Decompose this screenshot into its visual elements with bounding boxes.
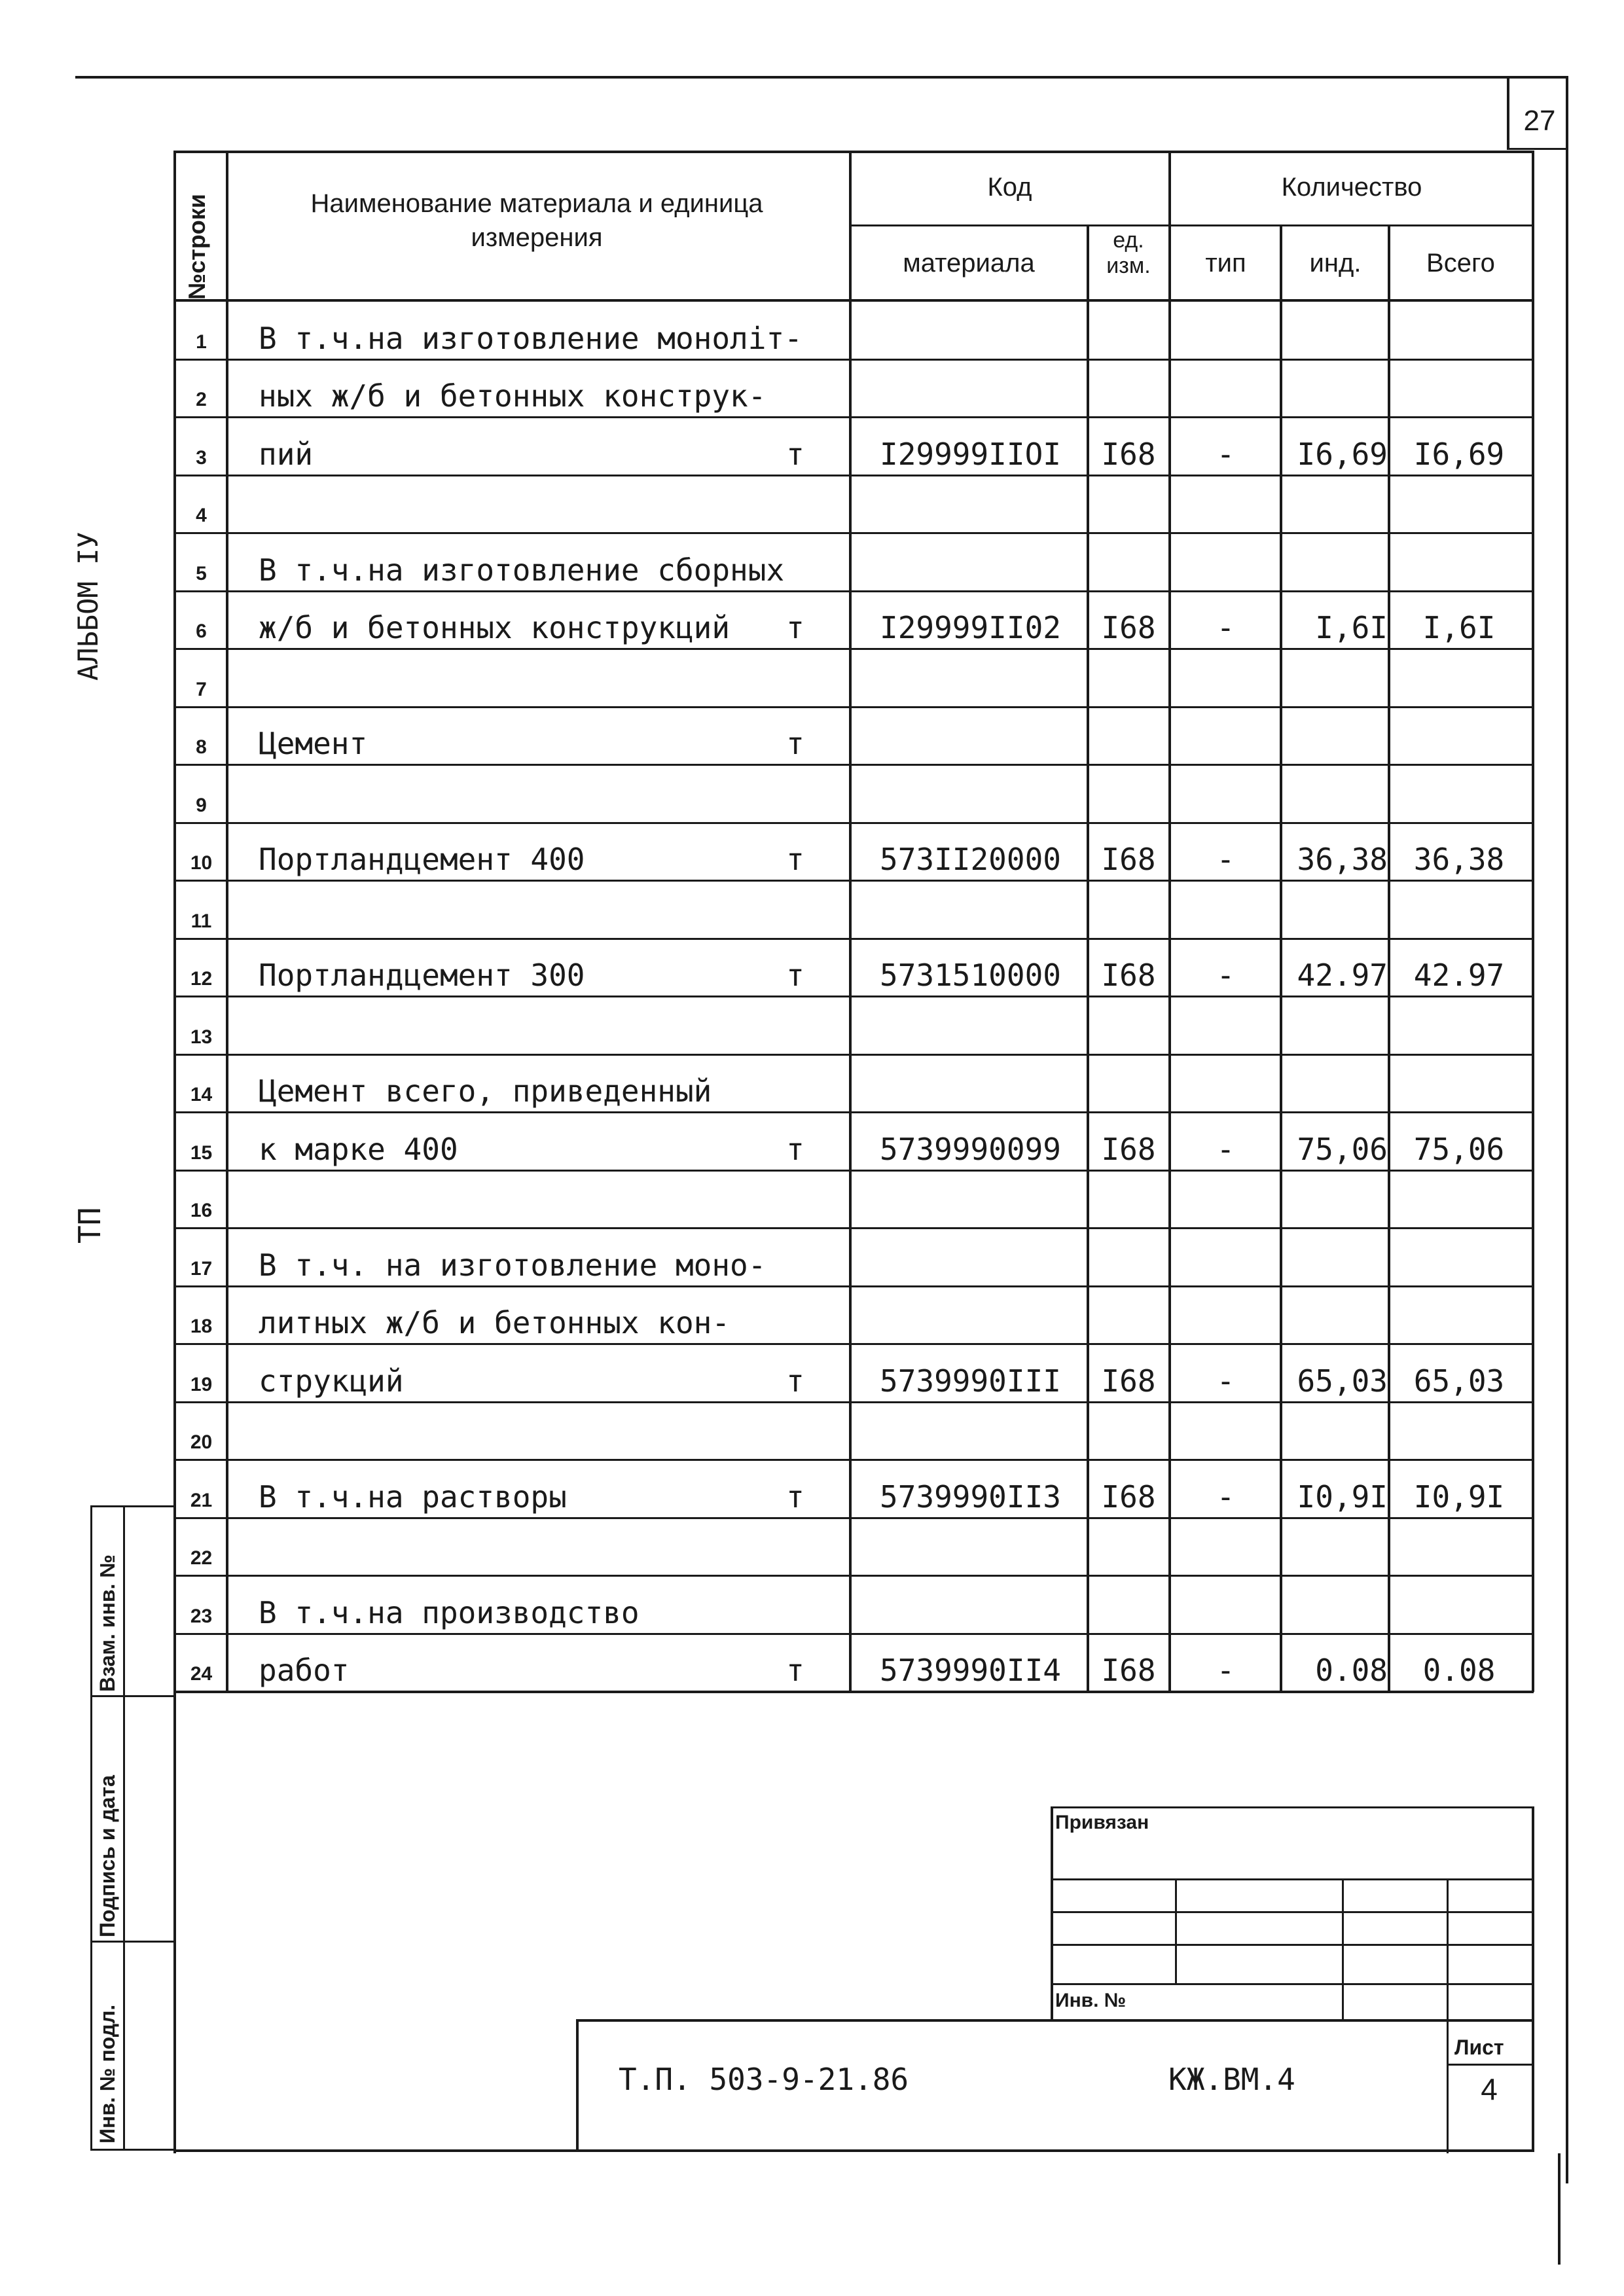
header-code: Код [987,173,1032,202]
sheet-bottom-rule [173,2149,1534,2152]
total-value: I,6I [1422,610,1496,645]
doc-mark: КЖ.ВМ.4 [1168,2062,1295,2097]
row-number: 3 [196,447,207,469]
row-separator [173,1633,1534,1635]
total-value: 42.97 [1413,958,1505,993]
row-separator [173,416,1534,418]
row-number: 4 [196,505,207,526]
row-separator [173,1170,1534,1172]
row-number: 23 [190,1605,213,1627]
row-number: 16 [190,1200,213,1221]
privyazan-rule-4 [1051,1983,1534,1985]
row-unit: т [786,726,804,761]
row-number: 8 [196,736,207,758]
doc-code: Т.П. 503-9-21.86 [619,2062,909,2097]
row-separator [173,590,1534,592]
row-number: 20 [190,1431,213,1453]
header-sub-rule [849,224,1534,226]
album-label: АЛЬБОМ IУ [72,531,104,681]
material-code: 5739990099 [880,1132,1061,1167]
material-name: работ [259,1653,350,1688]
row-unit: т [786,1479,804,1515]
material-code: 5731510000 [880,958,1061,993]
row-number: 15 [190,1142,213,1164]
unit-code: I68 [1101,1479,1156,1515]
material-name: В т.ч.на растворы [259,1479,567,1515]
page-number: 27 [1523,105,1556,137]
row-unit: т [786,842,804,877]
material-code: 573II20000 [880,842,1061,877]
sheet-box-rule [1447,2064,1534,2066]
row-number: 21 [190,1490,213,1511]
row-separator [173,1517,1534,1519]
privyazan-label: Привязан [1055,1812,1149,1833]
margin-rule-2 [90,1695,175,1697]
row-number: 7 [196,679,207,700]
material-name: литных ж/б и бетонных кон- [259,1305,731,1340]
table-top-border [173,151,1534,153]
title-block-top [576,2019,1534,2022]
header-material: материала [903,249,1035,278]
page-right-rule [1566,76,1568,2183]
privyazan-rule-2 [1051,1911,1534,1913]
row-number: 13 [190,1026,213,1048]
type-value: - [1216,1363,1235,1399]
row-separator [173,996,1534,997]
unit-code: I68 [1101,1132,1156,1167]
total-value: I0,9I [1413,1479,1505,1515]
total-value: 0.08 [1422,1653,1496,1688]
table-left-border [173,151,176,2153]
row-number: 10 [190,852,213,874]
row-number: 18 [190,1316,213,1337]
row-separator [173,1343,1534,1345]
unit-code: I68 [1101,1653,1156,1688]
material-name: В т.ч.на изготовление сборных [259,552,785,588]
tp-label: ТП [72,1207,107,1244]
row-separator [173,359,1534,361]
ind-value: I0,9I [1297,1479,1388,1515]
type-value: - [1216,1653,1235,1688]
row-separator [173,822,1534,824]
ind-value: 42.97 [1297,958,1388,993]
row-number: 12 [190,968,213,990]
header-name: Наименование материала и единица измерения [310,189,763,252]
privyazan-rule-1 [1051,1878,1534,1880]
inv-no-label: Инв. № [1055,1990,1127,2011]
title-block-left [576,2019,579,2152]
row-separator [173,1054,1534,1056]
material-name: В т.ч.на изготовление моноліт- [259,321,803,356]
material-name: ж/б и бетонных конструкций [259,610,731,645]
row-number: 2 [196,389,207,410]
row-separator [173,764,1534,766]
margin-col-mid [123,1505,125,2150]
material-name: Портландцемент 400 [259,842,585,877]
header-bottom-rule [173,299,1534,302]
page-number-box-left [1507,76,1509,149]
row-separator [173,706,1534,708]
material-name: В т.ч. на изготовление моно- [259,1247,767,1283]
row-separator [173,1227,1534,1229]
header-type: тип [1205,249,1246,278]
row-unit: т [786,437,804,472]
row-number: 17 [190,1258,213,1280]
privyazan-col-3 [1447,1878,1449,2153]
row-separator [173,938,1534,940]
row-unit: т [786,1132,804,1167]
header-row-no: №строки [183,194,210,300]
right-edge-tick [1558,2153,1561,2265]
row-separator [173,475,1534,476]
total-value: 65,03 [1413,1363,1505,1399]
unit-code: I68 [1101,842,1156,877]
row-unit: т [786,610,804,645]
ind-value: I6,69 [1297,437,1388,472]
total-value: 36,38 [1413,842,1505,877]
sheet-label: Лист [1454,2036,1504,2059]
header-total: Всего [1426,249,1495,278]
type-value: - [1216,1479,1235,1515]
row-separator [173,532,1534,534]
privyazan-top [1051,1806,1534,1808]
ind-value: I,6I [1315,610,1388,645]
row-separator [173,1111,1534,1113]
row-number: 24 [190,1663,213,1685]
row-number: 6 [196,620,207,642]
total-value: 75,06 [1413,1132,1505,1167]
margin-rule-1 [90,1505,175,1507]
stamp-right [1532,1806,1534,2152]
material-name: ных ж/б и бетонных конструк- [259,378,767,414]
privyazan-col-2 [1342,1878,1344,2019]
type-col-line [1280,224,1282,1692]
row-separator [173,1575,1534,1577]
row-unit: т [786,1363,804,1399]
unit-code: I68 [1101,610,1156,645]
material-name: пий [259,437,314,472]
row-number: 5 [196,563,207,584]
material-name: В т.ч.на производство [259,1595,640,1630]
material-name: Цемент [259,726,368,761]
header-ind: инд. [1309,249,1362,278]
ind-value: 0.08 [1315,1653,1388,1688]
margin-podpis: Подпись и дата [96,1775,119,1937]
row-unit: т [786,1653,804,1688]
row-unit: т [786,958,804,993]
header-unit: ед. изм. [1106,228,1151,279]
row-number: 14 [190,1084,213,1105]
material-code: 5739990II4 [880,1653,1061,1688]
row-number: 19 [190,1374,213,1395]
row-separator [173,880,1534,882]
margin-rule-4 [90,2149,175,2151]
ind-value: 36,38 [1297,842,1388,877]
ind-value: 65,03 [1297,1363,1388,1399]
header-quantity: Количество [1281,173,1422,202]
type-value: - [1216,610,1235,645]
row-number: 9 [196,795,207,816]
page-number-box-bottom [1507,148,1568,150]
margin-col-left [90,1505,92,2150]
material-name: струкций [259,1363,404,1399]
unit-code: I68 [1101,1363,1156,1399]
top-rule [75,76,1568,79]
material-code: 5739990III [880,1363,1061,1399]
type-value: - [1216,842,1235,877]
row-number: 1 [196,331,207,353]
material-code: 5739990II3 [880,1479,1061,1515]
row-number: 22 [190,1547,213,1569]
privyazan-col-1 [1175,1878,1177,1983]
row-separator [173,1285,1534,1287]
row-separator [173,1459,1534,1461]
total-value: I6,69 [1413,437,1505,472]
sheet-number: 4 [1481,2072,1498,2106]
margin-inv-podl: Инв. № подл. [96,2004,119,2144]
margin-rule-3 [90,1941,175,1943]
margin-vzam: Взам. инв. № [96,1554,119,1692]
type-value: - [1216,437,1235,472]
body-bottom-rule [173,1691,1534,1693]
material-name: к марке 400 [259,1132,458,1167]
material-name: Портландцемент 300 [259,958,585,993]
ind-value: 75,06 [1297,1132,1388,1167]
row-separator [173,648,1534,650]
row-separator [173,1401,1534,1403]
unit-code: I68 [1101,437,1156,472]
type-value: - [1216,958,1235,993]
type-value: - [1216,1132,1235,1167]
material-code: I29999II02 [880,610,1061,645]
row-number: 11 [190,910,212,932]
privyazan-rule-3 [1051,1944,1534,1946]
unit-code: I68 [1101,958,1156,993]
material-code: I29999IIOI [880,437,1061,472]
material-name: Цемент всего, приведенный [259,1073,712,1109]
